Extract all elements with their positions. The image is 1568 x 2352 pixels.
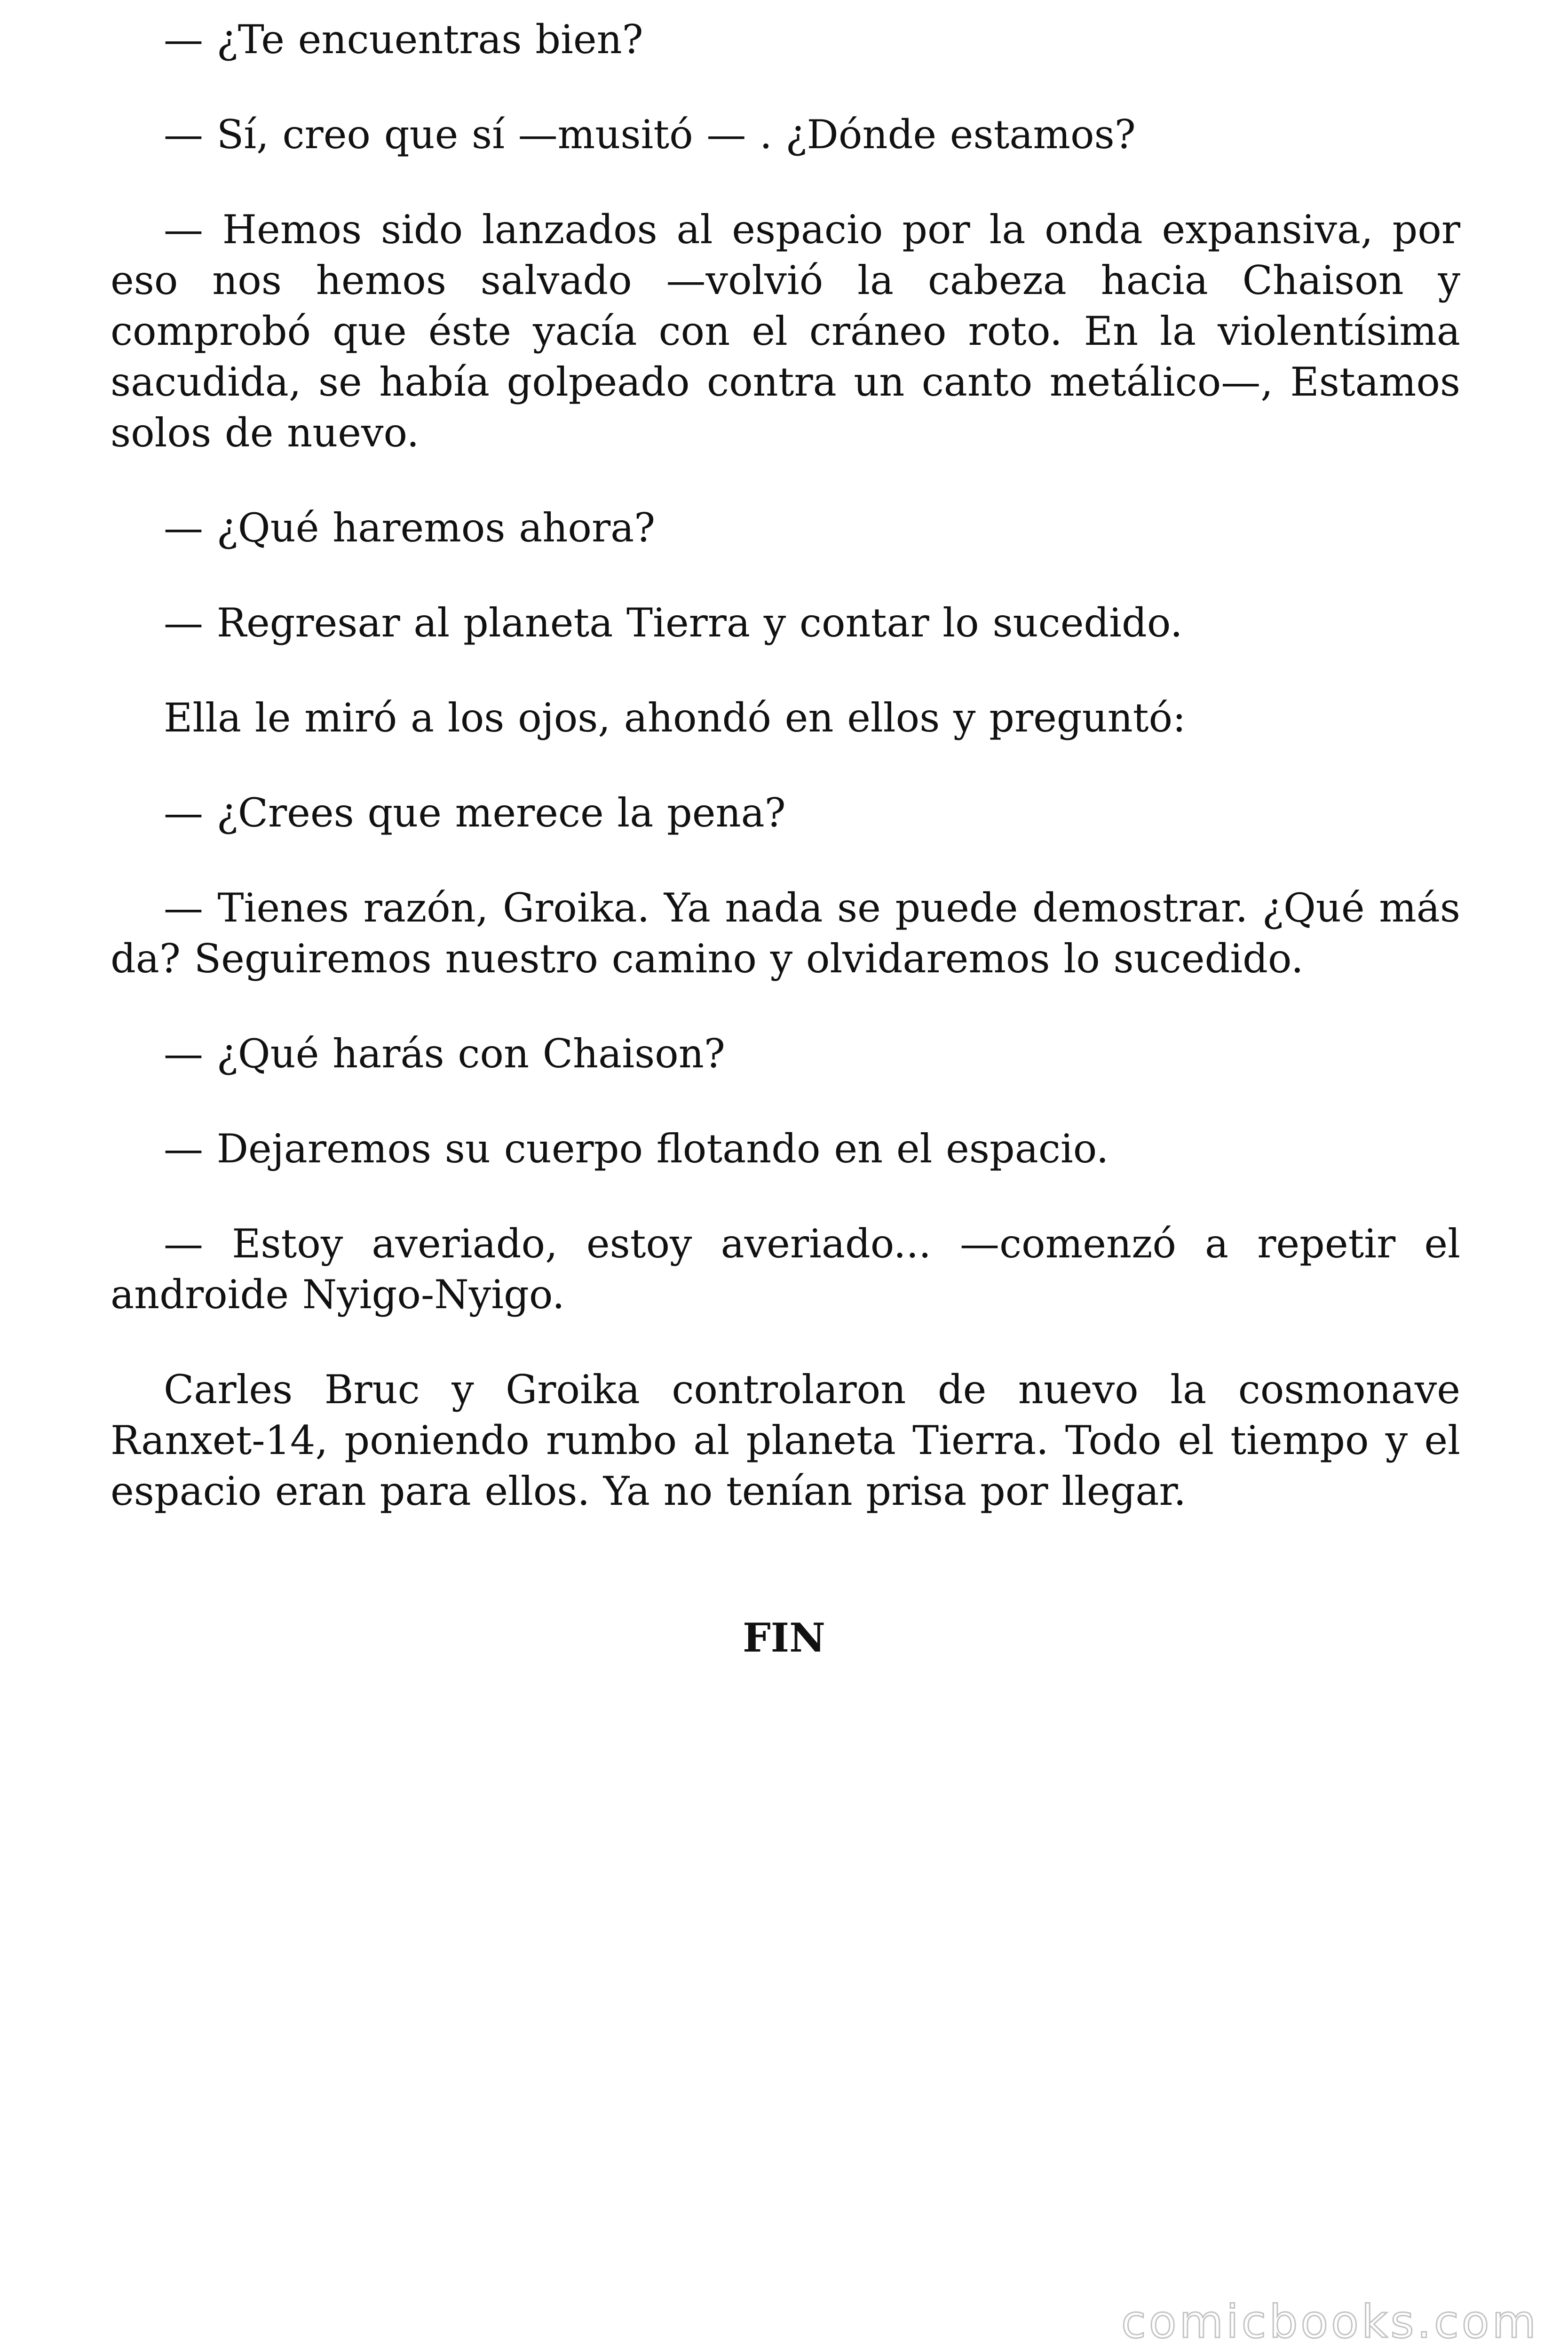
paragraph: Ella le miró a los ojos, ahondó en ellos y preguntó: (164, 695, 1186, 741)
paragraph: — Hemos sido lanzados al espacio por la onda expansiva, por eso nos hemos salvado —volvió la cabeza hacia Chaison y comprobó que éste yacía con el cráneo roto. En la violentísima sacudida, se había golpeado contra un canto metálico—, Estamos solos de nuevo. (111, 207, 1460, 456)
body-text (111, 14, 1460, 1561)
paragraph: — ¿Te encuentras bien? (164, 16, 643, 63)
paragraph: — Tienes razón, Groika. Ya nada se puede demostrar. ¿Qué más da? Seguiremos nuestro camino y olvidaremos lo sucedido. (111, 885, 1460, 982)
ending-title: FIN (743, 1614, 825, 1661)
paragraph: — ¿Qué harás con Chaison? (164, 1031, 725, 1077)
paragraph: — Estoy averiado, estoy averiado... —comenzó a repetir el androide Nyigo-Nyigo. (111, 1221, 1460, 1318)
paragraph: — ¿Qué haremos ahora? (164, 505, 656, 551)
paragraph: — Sí, creo que sí —musitó — . ¿Dónde estamos? (164, 111, 1136, 158)
paragraph: — Dejaremos su cuerpo flotando en el espacio. (164, 1126, 1109, 1172)
paragraph: — Regresar al planeta Tierra y contar lo sucedido. (164, 600, 1183, 646)
watermark: comicbooks.com (1121, 2296, 1539, 2348)
paragraph: — ¿Crees que merece la pena? (164, 790, 786, 836)
paragraph: Carles Bruc y Groika controlaron de nuevo la cosmonave Ranxet-14, poniendo rumbo al planeta Tierra. Todo el tiempo y el espacio eran para ellos. Ya no tenían prisa por llegar. (111, 1367, 1460, 1514)
